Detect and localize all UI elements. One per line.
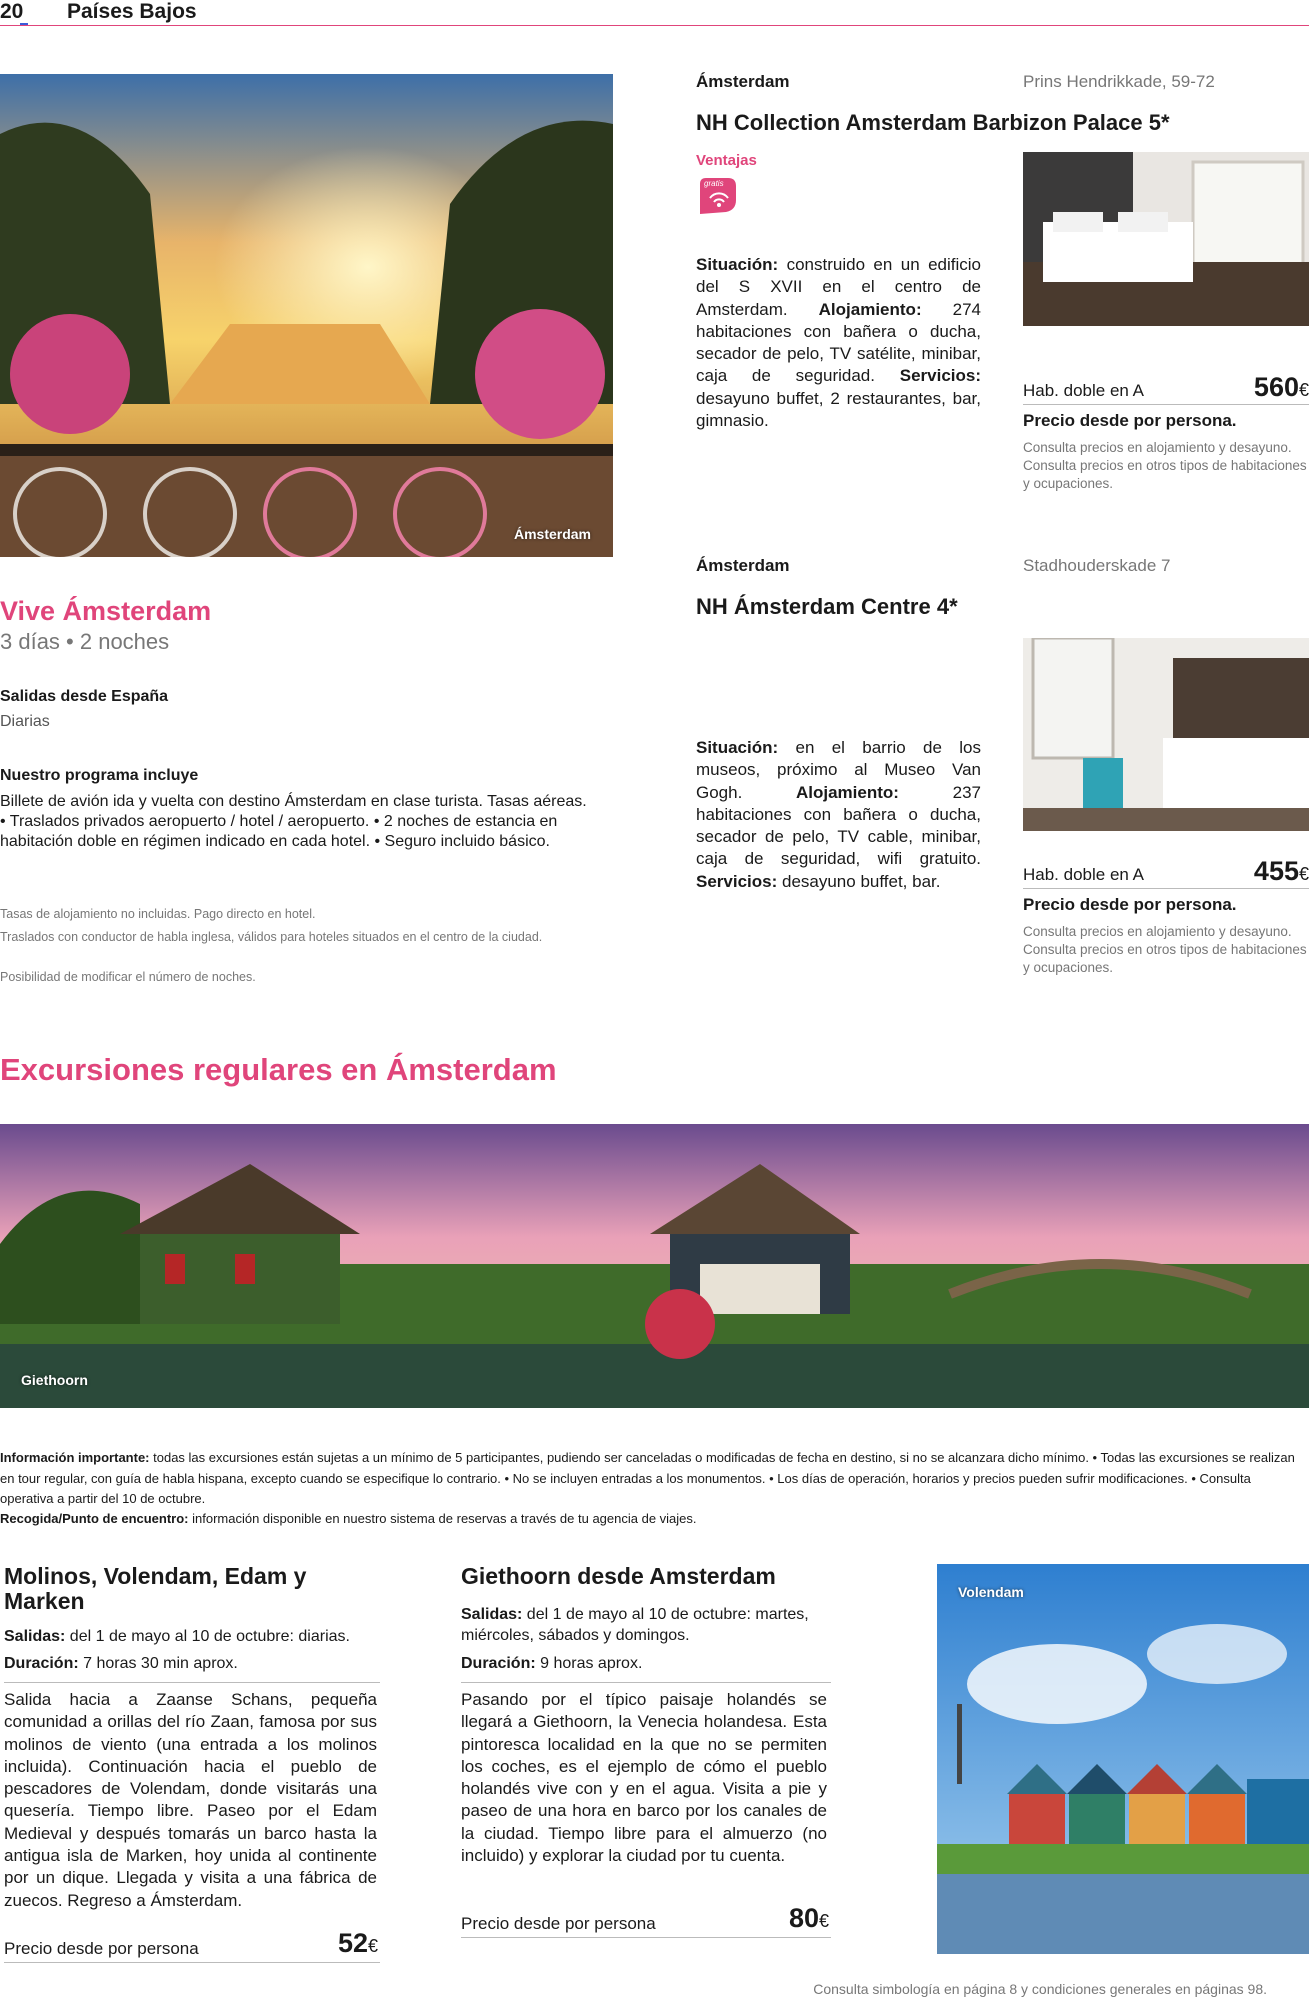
- excursion-2: [461, 1564, 831, 1964]
- excursion-2-rule-top: [461, 1682, 831, 1683]
- pickup-info: Recogida/Punto de encuentro: información disponible en nuestro sistema de reservas a través de tu agencia de viajes.: [0, 1511, 697, 1526]
- free-badge-text: gratis: [704, 179, 724, 188]
- advantages-label: Ventajas: [696, 152, 757, 169]
- hero-caption: Ámsterdam: [513, 526, 591, 542]
- excursion-2-title: Giethoorn desde Amsterdam: [461, 1563, 776, 1589]
- hotel-2-price: 455€: [1253, 856, 1309, 886]
- important-info: Información importante: todas las excursiones están sujetas a un mínimo de 5 participantes, pudiendo ser canceladas o modificadas de fecha en destino, si no se alcanzara dicho mínimo. • Todas las excursiones se realizan en tour regular, con guía de habla hispana, excepto cuando se especifique lo contrario. • No se incluyen entradas a los monumentos. • Los días de operación, horarios y precios pueden sufrir modificaciones. • Consulta operativa a partir del 10 de octubre.: [0, 1450, 1295, 1506]
- hotel-1-room-photo: [1023, 152, 1309, 326]
- free-wifi-icon: [696, 176, 738, 216]
- program-title: Vive Ámsterdam: [0, 596, 212, 626]
- volendam-photo: [937, 1564, 1309, 1954]
- section-title: Países Bajos: [67, 0, 197, 23]
- header-rule: [0, 25, 1309, 26]
- hotel-1-fine-print: Consulta precios en alojamiento y desayuno. Consulta precios en otros tipos de habitaciones y ocupaciones.: [1023, 440, 1307, 491]
- hotel-2-address: Stadhouderskade 7: [1023, 556, 1171, 575]
- page-number: 20: [0, 0, 24, 23]
- hotel-2-fine-print: Consulta precios en alojamiento y desayuno. Consulta precios en otros tipos de habitaciones y ocupaciones.: [1023, 924, 1307, 975]
- excursion-2-price-label: Precio desde por persona: [461, 1914, 656, 1933]
- hotel-2-price-rule: [1023, 888, 1309, 889]
- includes-label: Nuestro programa incluye: [0, 767, 199, 784]
- program-block: [0, 596, 620, 996]
- excursion-2-rule-bottom: [461, 1937, 831, 1938]
- includes-text: Billete de avión ida y vuelta con destino Ámsterdam en clase turista. Tasas aéreas. • Traslados privados aeropuerto / hotel / aeropuerto. • 2 noches de estancia en habitación doble en régimen indicado en cada hotel. • Seguro incluido básico.: [0, 793, 587, 850]
- program-duration: 3 días • 2 noches: [0, 629, 170, 654]
- excursion-1-price: 52€: [337, 1928, 378, 1958]
- program-note-2: Traslados con conductor de habla inglesa, válidos para hoteles situados en el centro de la ciudad.: [0, 930, 543, 944]
- hotel-1-name: NH Collection Amsterdam Barbizon Palace 5*: [696, 110, 1170, 135]
- excursion-1-rule-bottom: [4, 1962, 380, 1963]
- excursion-1-price-label: Precio desde por persona: [4, 1939, 199, 1958]
- page-header: [0, 0, 1309, 26]
- excursion-1: [4, 1564, 380, 1964]
- volendam-caption: Volendam: [958, 1584, 1024, 1600]
- hotel-2-description: Situación: en el barrio de los museos, próximo al Museo Van Gogh. Alojamiento: 237 habitaciones con bañera o ducha, secador de pelo, TV cable, minibar, caja de seguridad, wifi gratuito. Servicios: desayuno buffet, bar.: [696, 738, 981, 891]
- footer-note: Consulta simbología en página 8 y condiciones generales en páginas 98.: [813, 1981, 1267, 1997]
- hotel-1-price: 560€: [1253, 372, 1309, 402]
- departures-label: Salidas desde España: [0, 688, 169, 705]
- program-note-3: Posibilidad de modificar el número de noches.: [0, 970, 256, 984]
- hotel-2-price-note: Precio desde por persona.: [1023, 895, 1237, 914]
- hotel-2-name: NH Ámsterdam Centre 4*: [696, 594, 958, 619]
- hotel-2-room-label: Hab. doble en A: [1023, 865, 1144, 884]
- hotel-1-description: Situación: construido en un edificio del S XVII en el centro de Amsterdam. Alojamiento: 274 habitaciones con bañera o ducha, secador de pelo, TV satélite, minibar, caja de seguridad. Servicios: desayuno buffet, 2 restaurantes, bar, gimnasio.: [696, 255, 981, 431]
- excursion-1-departures: Salidas: del 1 de mayo al 10 de octubre: diarias.: [4, 1628, 350, 1645]
- program-note-1: Tasas de alojamiento no incluidas. Pago directo en hotel.: [0, 907, 316, 921]
- excursions-title: Excursiones regulares en Ámsterdam: [0, 1052, 557, 1087]
- hotel-2: [696, 554, 1309, 984]
- hotel-1-room-label: Hab. doble en A: [1023, 381, 1144, 400]
- panorama-caption: Giethoorn: [21, 1372, 88, 1388]
- amsterdam-canal-photo: [0, 74, 613, 557]
- hotel-1-address: Prins Hendrikkade, 59-72: [1023, 72, 1215, 91]
- excursion-2-departures: Salidas: del 1 de mayo al 10 de octubre: martes, miércoles, sábados y domingos.: [461, 1606, 809, 1644]
- hotel-1-city: Ámsterdam: [696, 72, 790, 91]
- hotel-1-price-rule: [1023, 404, 1309, 405]
- hotel-1: [696, 70, 1309, 500]
- hotel-1-price-note: Precio desde por persona.: [1023, 411, 1237, 430]
- excursion-1-description: Salida hacia a Zaanse Schans, pequeña comunidad a orillas del río Zaan, famosa por sus molinos de viento (una entrada a los molinos incluida). Continuación hacia el pueblo de pescadores de Volendam, donde visitarás una quesería. Tiempo libre. Paseo por el Edam Medieval y después tomarás un barco hasta la antigua isla de Marken, hoy unida al continente por un dique. Llegada y visita a una fábrica de zuecos. Regreso a Ámsterdam.: [4, 1690, 377, 1910]
- hotel-2-city: Ámsterdam: [696, 556, 790, 575]
- excursion-2-description: Pasando por el típico paisaje holandés se llegará a Giethoorn, la Venecia holandesa. Esta pintoresca localidad en la que no se permiten los coches, es el ejemplo de cómo el pueblo holandés vive con y en el agua. Visita a pie y paseo de una hora en barco por los canales de la ciudad. Tiempo libre para el almuerzo (no incluido) y explorar la ciudad por tu cuenta.: [461, 1690, 827, 1866]
- excursion-2-price: 80€: [788, 1903, 829, 1933]
- excursion-1-rule-top: [4, 1682, 380, 1683]
- giethoorn-panorama-photo: [0, 1124, 1309, 1408]
- hotel-2-room-photo: [1023, 638, 1309, 831]
- excursion-2-duration: Duración: 9 horas aprox.: [461, 1655, 643, 1672]
- excursion-1-duration: Duración: 7 horas 30 min aprox.: [4, 1655, 238, 1672]
- departures-value: Diarias: [0, 713, 50, 730]
- excursion-1-title: Molinos, Volendam, Edam y Marken: [4, 1563, 307, 1614]
